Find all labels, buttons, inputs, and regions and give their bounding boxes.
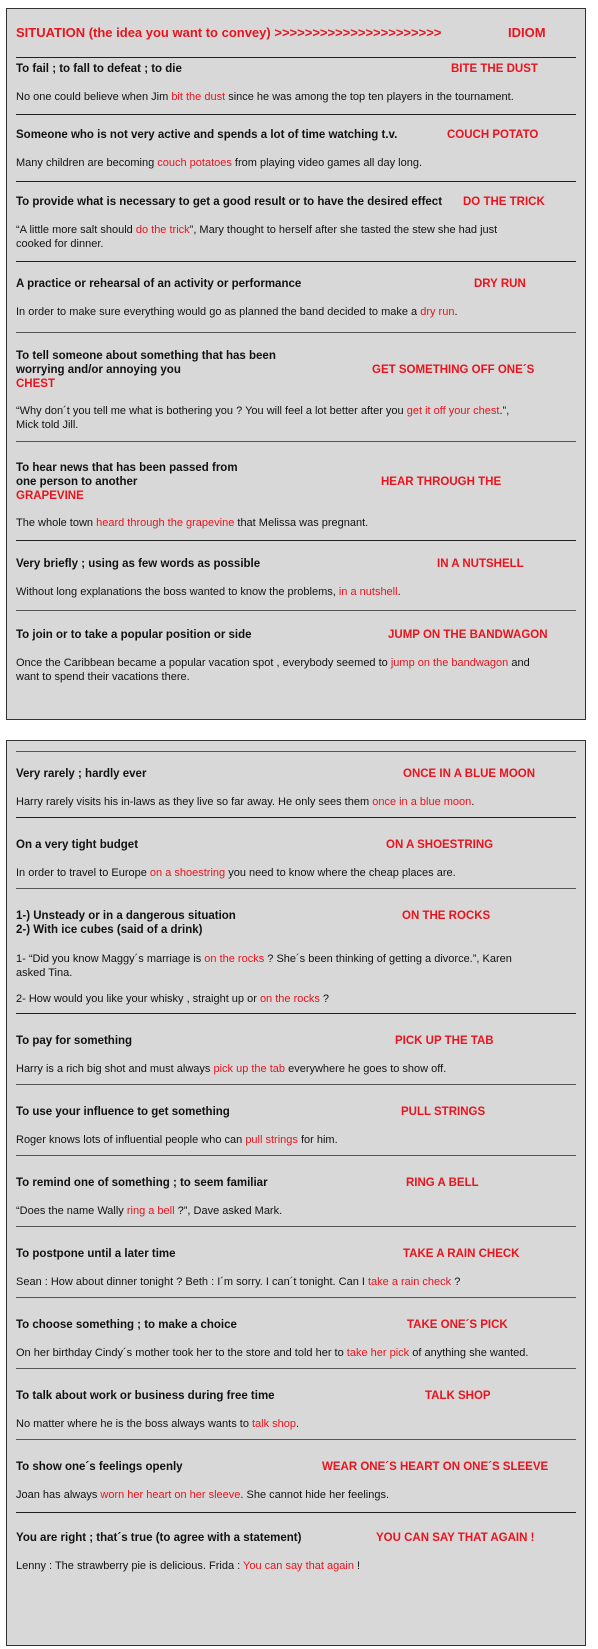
example-sentence: 1- “Did you know Maggy´s marriage is on the rocks ? She´s been thinking of getting a divorce.”, Karen	[16, 953, 512, 965]
situation-text: You are right ; that´s true (to agree with a statement)	[16, 1532, 302, 1544]
divider	[16, 261, 576, 262]
idiom-name: GET SOMETHING OFF ONE´S	[372, 364, 535, 376]
idiom-name: YOU CAN SAY THAT AGAIN !	[376, 1532, 535, 1544]
example-sentence: Joan has always worn her heart on her sleeve. She cannot hide her feelings.	[16, 1489, 390, 1501]
idiom-name: BITE THE DUST	[451, 63, 538, 75]
example-sentence: “A little more salt should do the trick”, Mary thought to herself after she tasted the stew she had just	[16, 224, 498, 236]
situation-text: To pay for something	[16, 1035, 133, 1047]
example-sentence: No matter where he is the boss always wants to talk shop.	[16, 1418, 300, 1430]
divider	[16, 1013, 576, 1014]
header-idiom: IDIOM	[508, 25, 546, 40]
divider	[16, 1439, 576, 1440]
idiom-name-continued: GRAPEVINE	[16, 490, 84, 502]
divider	[16, 888, 576, 889]
situation-text: To hear news that has been passed from	[16, 462, 238, 474]
situation-text: A practice or rehearsal of an activity or performance	[16, 278, 302, 290]
idiom-name: PULL STRINGS	[401, 1106, 486, 1118]
situation-text: To show one´s feelings openly	[16, 1461, 183, 1473]
situation-text: To use your influence to get something	[16, 1106, 230, 1118]
situation-text: 1-) Unsteady or in a dangerous situation	[16, 910, 236, 922]
situation-text: Very briefly ; using as few words as possible	[16, 558, 261, 570]
idiom-name: ONCE IN A BLUE MOON	[403, 768, 536, 780]
idiom-name: TALK SHOP	[425, 1390, 491, 1402]
example-sentence: Once the Caribbean became a popular vacation spot , everybody seemed to jump on the bandwagon and	[16, 657, 530, 669]
idiom-name: PICK UP THE TAB	[395, 1035, 494, 1047]
situation-text: To provide what is necessary to get a good result or to have the desired effect	[16, 196, 443, 208]
divider	[16, 181, 576, 182]
divider	[16, 1226, 576, 1227]
table-header	[16, 25, 576, 40]
idiom-name: DO THE TRICK	[463, 196, 545, 208]
example-sentence-continued: want to spend their vacations there.	[16, 671, 190, 683]
situation-text-continued: worrying and/or annoying you	[16, 364, 181, 376]
idiom-name: JUMP ON THE BANDWAGON	[388, 629, 548, 641]
situation-text-continued: one person to another	[16, 476, 138, 488]
divider	[16, 57, 576, 58]
situation-text: To tell someone about something that has been	[16, 350, 276, 362]
situation-text: To choose something ; to make a choice	[16, 1319, 237, 1331]
example-sentence-continued: Mick told Jill.	[16, 419, 79, 431]
example-sentence: Lenny : The strawberry pie is delicious. Frida : You can say that again !	[16, 1560, 361, 1572]
example-sentence: Roger knows lots of influential people who can pull strings for him.	[16, 1134, 338, 1146]
situation-text: To join or to take a popular position or side	[16, 629, 252, 641]
idiom-name: RING A BELL	[406, 1177, 479, 1189]
idiom-name: WEAR ONE´S HEART ON ONE´S SLEEVE	[322, 1461, 549, 1473]
idiom-name: ON THE ROCKS	[402, 910, 491, 922]
example-sentence: No one could believe when Jim bit the dust since he was among the top ten players in the tournament.	[16, 91, 514, 103]
situation-text: Someone who is not very active and spends a lot of time watching t.v.	[16, 129, 398, 141]
divider	[16, 610, 576, 611]
divider	[16, 1155, 576, 1156]
example-sentence: Harry rarely visits his in-laws as they live so far away. He only sees them once in a blue moon.	[16, 796, 475, 808]
situation-text: To remind one of something ; to seem familiar	[16, 1177, 268, 1189]
example-sentence-continued: cooked for dinner.	[16, 238, 104, 250]
example-sentence-2: 2- How would you like your whisky , straight up or on the rocks ?	[16, 993, 330, 1005]
example-sentence: Harry is a rich big shot and must always pick up the tab everywhere he goes to show off.	[16, 1063, 447, 1075]
example-sentence: Sean : How about dinner tonight ? Beth : I´m sorry. I can´t tonight. Can I take a rain check ?	[16, 1276, 461, 1288]
divider	[16, 540, 576, 541]
divider	[16, 441, 576, 442]
divider	[16, 1297, 576, 1298]
example-sentence: Many children are becoming couch potatoes from playing video games all day long.	[16, 157, 423, 169]
situation-text: To postpone until a later time	[16, 1248, 176, 1260]
idiom-name: TAKE ONE´S PICK	[407, 1319, 508, 1331]
idiom-name: DRY RUN	[474, 278, 526, 290]
situation-text: On a very tight budget	[16, 839, 139, 851]
idioms-panel-1	[6, 8, 586, 720]
header-situation: SITUATION (the idea you want to convey)	[16, 25, 271, 40]
example-sentence: “Why don´t you tell me what is bothering you ? You will feel a lot better after you get it off your chest.”,	[16, 405, 510, 417]
divider	[16, 332, 576, 333]
divider	[16, 114, 576, 115]
divider	[16, 1084, 576, 1085]
idiom-name: COUCH POTATO	[447, 129, 539, 141]
example-sentence-continued: asked Tina.	[16, 967, 73, 979]
divider	[16, 1512, 576, 1513]
idioms-panel-2	[6, 740, 586, 1646]
example-sentence: In order to travel to Europe on a shoestring you need to know where the cheap places are.	[16, 867, 456, 879]
divider	[16, 751, 576, 752]
idiom-name-continued: CHEST	[16, 378, 55, 390]
example-sentence: The whole town heard through the grapevine that Melissa was pregnant.	[16, 517, 369, 529]
divider	[16, 817, 576, 818]
header-arrows: >>>>>>>>>>>>>>>>>>>>>>	[274, 25, 442, 40]
situation-text-continued: 2-) With ice cubes (said of a drink)	[16, 924, 203, 936]
example-sentence: “Does the name Wally ring a bell ?”, Dave asked Mark.	[16, 1205, 283, 1217]
situation-text: To talk about work or business during free time	[16, 1390, 275, 1402]
example-sentence: On her birthday Cindy´s mother took her to the store and told her to take her pick of anything she wanted.	[16, 1347, 529, 1359]
example-sentence: In order to make sure everything would go as planned the band decided to make a dry run.	[16, 306, 458, 318]
divider	[16, 1368, 576, 1369]
idiom-name: HEAR THROUGH THE	[381, 476, 502, 488]
situation-text: To fail ; to fall to defeat ; to die	[16, 63, 182, 75]
idiom-name: TAKE A RAIN CHECK	[403, 1248, 520, 1260]
situation-text: Very rarely ; hardly ever	[16, 768, 147, 780]
idiom-name: ON A SHOESTRING	[386, 839, 494, 851]
example-sentence: Without long explanations the boss wanted to know the problems, in a nutshell.	[16, 586, 401, 598]
idiom-name: IN A NUTSHELL	[437, 558, 524, 570]
